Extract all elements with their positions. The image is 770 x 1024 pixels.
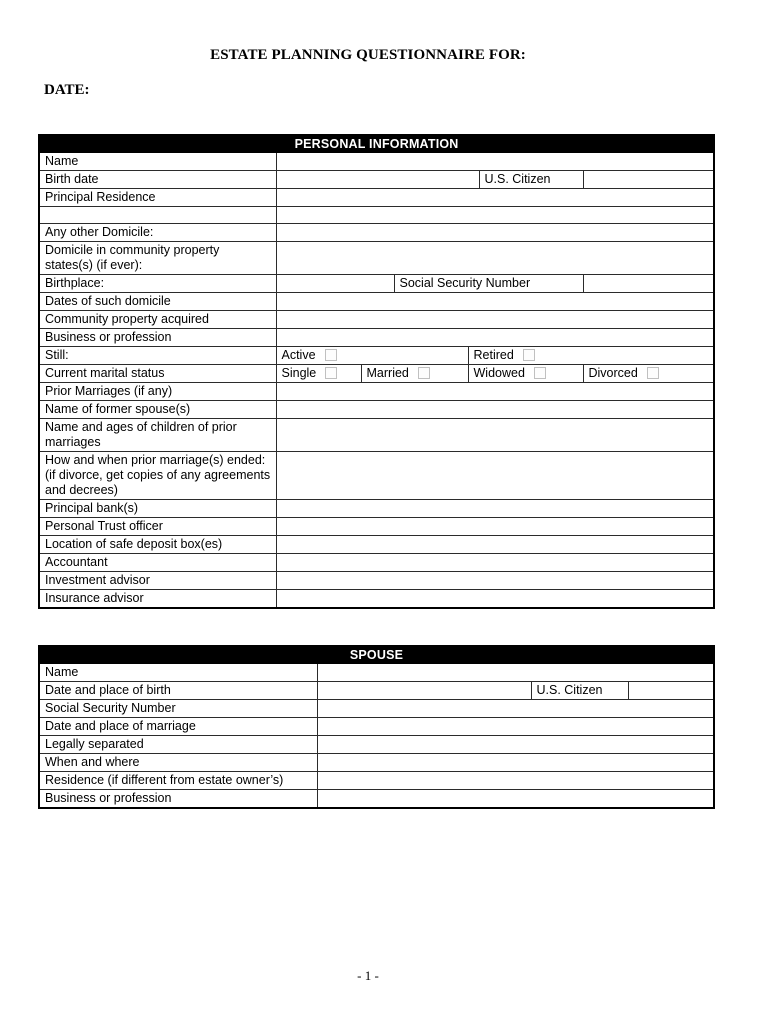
spouse-when-and-where-input[interactable]: [317, 754, 714, 772]
row-domicile-dates: [39, 293, 714, 311]
spouse-legally-separated-label: Legally separated: [39, 736, 317, 754]
marital-status-divorced-option: [583, 365, 714, 383]
marital-status-widowed-checkbox[interactable]: [534, 367, 546, 379]
spouse-birth-input-us-citizen[interactable]: [628, 682, 714, 700]
document-title: ESTATE PLANNING QUESTIONNAIRE FOR:: [210, 47, 526, 63]
personal-information-section-header: PERSONAL INFORMATION: [39, 135, 714, 153]
domicile-dates-input[interactable]: [276, 293, 714, 311]
name-input[interactable]: [276, 153, 714, 171]
row-birth-date: [39, 171, 714, 189]
row-community-property-domicile: [39, 242, 714, 275]
spouse-name-input[interactable]: [317, 664, 714, 682]
any-other-domicile-input[interactable]: [276, 224, 714, 242]
personal-information-table: [38, 134, 715, 609]
spouse-when-and-where-label: When and where: [39, 754, 317, 772]
principal-banks-label: Principal bank(s): [39, 500, 276, 518]
spouse-business-or-profession-input[interactable]: [317, 790, 714, 809]
marital-status-single-checkbox[interactable]: [325, 367, 337, 379]
row-children-of-prior-marriages: [39, 419, 714, 452]
row-spouse-birth: [39, 682, 714, 700]
still-active-checkbox[interactable]: [325, 349, 337, 361]
spouse-birth-label-2: U.S. Citizen: [531, 682, 628, 700]
spouse-marriage-input[interactable]: [317, 718, 714, 736]
blank-label: [39, 207, 276, 224]
prior-marriage-ended-label: How and when prior marriage(s) ended: (if divorce, get copies of any agreements and decrees): [39, 452, 276, 500]
marital-status-divorced-checkbox[interactable]: [647, 367, 659, 379]
spouse-header-row: [39, 646, 714, 664]
spouse-residence-label: Residence (if different from estate owner’s): [39, 772, 317, 790]
name-label: Name: [39, 153, 276, 171]
marital-status-married-option: [361, 365, 468, 383]
row-name: [39, 153, 714, 171]
row-personal-trust-officer: [39, 518, 714, 536]
still-active-label: Active: [281, 348, 316, 362]
birth-date-label-2: U.S. Citizen: [479, 171, 583, 189]
investment-advisor-label: Investment advisor: [39, 572, 276, 590]
still-label: Still:: [39, 347, 276, 365]
insurance-advisor-input[interactable]: [276, 590, 714, 609]
row-spouse-ssn: [39, 700, 714, 718]
row-prior-marriages: [39, 383, 714, 401]
spouse-business-or-profession-label: Business or profession: [39, 790, 317, 809]
spouse-legally-separated-input[interactable]: [317, 736, 714, 754]
marital-status-single-option: [276, 365, 361, 383]
row-spouse-name: [39, 664, 714, 682]
row-prior-marriage-ended: [39, 452, 714, 500]
row-community-property-acquired: [39, 311, 714, 329]
marital-status-divorced-label: Divorced: [588, 366, 638, 380]
row-spouse-legally-separated: [39, 736, 714, 754]
row-spouse-residence: [39, 772, 714, 790]
principal-residence-input[interactable]: [276, 189, 714, 207]
birthplace-input-ssn[interactable]: [583, 275, 714, 293]
prior-marriages-input[interactable]: [276, 383, 714, 401]
row-principal-residence: [39, 189, 714, 207]
spouse-residence-input[interactable]: [317, 772, 714, 790]
marital-status-single-label: Single: [281, 366, 317, 380]
row-marital-status: [39, 365, 714, 383]
spouse-section-header: SPOUSE: [39, 646, 714, 664]
personal-information-header-row: [39, 135, 714, 153]
still-retired-checkbox[interactable]: [523, 349, 535, 361]
spouse-name-label: Name: [39, 664, 317, 682]
marital-status-widowed-option: [468, 365, 583, 383]
investment-advisor-input[interactable]: [276, 572, 714, 590]
blank-input[interactable]: [276, 207, 714, 224]
birthplace-label: Birthplace:: [39, 275, 276, 293]
spouse-birth-input[interactable]: [317, 682, 531, 700]
birth-date-label: Birth date: [39, 171, 276, 189]
former-spouses-input[interactable]: [276, 401, 714, 419]
row-any-other-domicile: [39, 224, 714, 242]
prior-marriages-label: Prior Marriages (if any): [39, 383, 276, 401]
row-spouse-business-or-profession: [39, 790, 714, 809]
row-spouse-when-and-where: [39, 754, 714, 772]
birthplace-input[interactable]: [276, 275, 394, 293]
page-number: - 1 -: [357, 968, 379, 983]
row-investment-advisor: [39, 572, 714, 590]
safe-deposit-box-location-label: Location of safe deposit box(es): [39, 536, 276, 554]
any-other-domicile-label: Any other Domicile:: [39, 224, 276, 242]
row-blank: [39, 207, 714, 224]
children-of-prior-marriages-input[interactable]: [276, 419, 714, 452]
row-former-spouses: [39, 401, 714, 419]
row-business-or-profession: [39, 329, 714, 347]
birth-date-input-us-citizen[interactable]: [583, 171, 714, 189]
business-or-profession-input[interactable]: [276, 329, 714, 347]
marital-status-married-checkbox[interactable]: [418, 367, 430, 379]
marital-status-widowed-label: Widowed: [473, 366, 525, 380]
community-property-domicile-label: Domicile in community property states(s) (if ever):: [39, 242, 276, 275]
row-principal-banks: [39, 500, 714, 518]
marital-status-married-label: Married: [366, 366, 409, 380]
accountant-input[interactable]: [276, 554, 714, 572]
principal-residence-label: Principal Residence: [39, 189, 276, 207]
date-label: DATE:: [44, 82, 90, 98]
row-birthplace: [39, 275, 714, 293]
row-insurance-advisor: [39, 590, 714, 609]
row-spouse-marriage: [39, 718, 714, 736]
domicile-dates-label: Dates of such domicile: [39, 293, 276, 311]
spouse-marriage-label: Date and place of marriage: [39, 718, 317, 736]
personal-trust-officer-input[interactable]: [276, 518, 714, 536]
community-property-domicile-input[interactable]: [276, 242, 714, 275]
business-or-profession-label: Business or profession: [39, 329, 276, 347]
personal-trust-officer-label: Personal Trust officer: [39, 518, 276, 536]
birthplace-label-2: Social Security Number: [394, 275, 583, 293]
marital-status-label: Current marital status: [39, 365, 276, 383]
spouse-ssn-input[interactable]: [317, 700, 714, 718]
row-still: [39, 347, 714, 365]
principal-banks-input[interactable]: [276, 500, 714, 518]
still-active-option: [276, 347, 468, 365]
prior-marriage-ended-input[interactable]: [276, 452, 714, 500]
safe-deposit-box-location-input[interactable]: [276, 536, 714, 554]
still-retired-option: [468, 347, 714, 365]
spouse-table: [38, 645, 715, 809]
spouse-birth-label: Date and place of birth: [39, 682, 317, 700]
children-of-prior-marriages-label: Name and ages of children of prior marriages: [39, 419, 276, 452]
accountant-label: Accountant: [39, 554, 276, 572]
row-safe-deposit-box-location: [39, 536, 714, 554]
community-property-acquired-label: Community property acquired: [39, 311, 276, 329]
former-spouses-label: Name of former spouse(s): [39, 401, 276, 419]
birth-date-input[interactable]: [276, 171, 479, 189]
row-accountant: [39, 554, 714, 572]
still-retired-label: Retired: [473, 348, 514, 362]
insurance-advisor-label: Insurance advisor: [39, 590, 276, 609]
spouse-ssn-label: Social Security Number: [39, 700, 317, 718]
community-property-acquired-input[interactable]: [276, 311, 714, 329]
